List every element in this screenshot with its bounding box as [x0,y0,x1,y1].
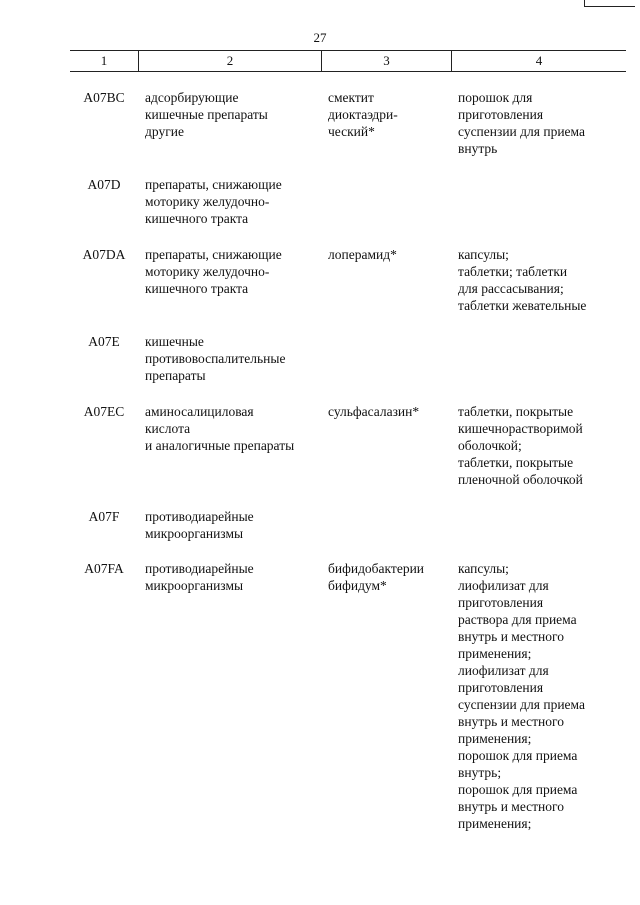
drug-name: лоперамид* [328,247,397,262]
drug-name: сульфасалазин* [328,404,420,419]
group-name: препараты, снижающие моторику желудочно- кишечного тракта [145,177,282,226]
group-name: препараты, снижающие моторику желудочно- кишечного тракта [145,247,282,296]
page-number: 27 [313,30,327,45]
group-name: противодиарейные микроорганизмы [145,509,254,541]
group-name: адсорбирующие кишечные препараты другие [145,90,268,139]
drug-name: смектит диоктаэдри- ческий* [328,90,398,139]
corner-mark [584,0,635,7]
dosage-form: капсулы; таблетки; таблетки для рассасывания; таблетки жевательные [458,247,587,313]
table-header [70,50,626,72]
atc-code: A07DA [82,247,126,262]
dosage-form: таблетки, покрытые кишечнорастворимой оболочкой; таблетки, покрытые пленочной оболочкой [458,404,583,487]
header-col-1: 1 [100,53,108,68]
group-name: аминосалициловая кислота и аналогичные препараты [145,404,295,453]
atc-code: A07BC [83,90,125,105]
atc-code: A07E [88,334,120,349]
header-col-4: 4 [451,51,626,71]
drug-name: бифидобактерии бифидум* [328,561,425,593]
atc-code: A07EC [83,404,125,419]
group-name: кишечные противовоспалительные препараты [145,334,286,383]
group-name: противодиарейные микроорганизмы [145,561,254,593]
dosage-form: порошок для приготовления суспензии для приема внутрь [458,90,585,156]
atc-code: A07FA [84,561,124,576]
atc-code: A07F [88,509,120,524]
header-col-2: 2 [138,51,321,71]
atc-code: A07D [87,177,121,192]
header-col-3: 3 [321,51,451,71]
dosage-form: капсулы; лиофилизат для приготовления раствора для приема внутрь и местного применения; лиофилизат для приготовления суспензии для приема внутрь и местного применения; порошок для приема внутрь; порошок для приема внутрь и местного применения; [458,561,585,831]
